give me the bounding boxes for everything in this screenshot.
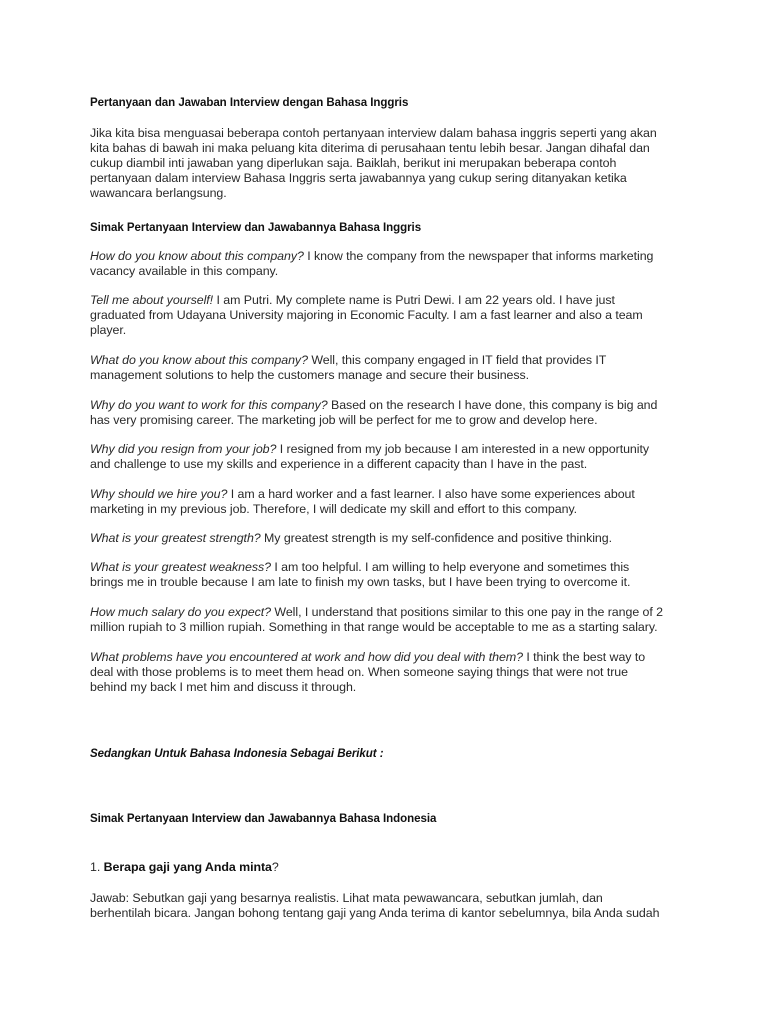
qa-item — [90, 249, 690, 279]
qa-item — [90, 560, 690, 590]
qa-answer: I am a hard worker and a fast learner. I also have some experiences about — [227, 487, 635, 501]
qa-answer-line: deal with those problems is to meet them head on. When someone saying things that were not true — [90, 665, 628, 679]
qa-item — [90, 398, 690, 428]
qa-item — [90, 531, 690, 546]
qa-answer-line: behind my back I met him and discuss it through. — [90, 680, 357, 694]
intro-line: Jika kita bisa menguasai beberapa contoh pertanyaan interview dalam bahasa inggris seperti yang akan — [90, 126, 657, 140]
qa-answer-line: management solutions to help the customers manage and secure their business. — [90, 368, 530, 382]
intro-line: wawancara berlangsung. — [90, 186, 227, 200]
indonesian-answer-1 — [90, 891, 690, 921]
qa-answer: I am too helpful. I am willing to help everyone and sometimes this — [270, 560, 630, 574]
answer-line: Jawab: Sebutkan gaji yang besarnya realistis. Lihat mata pewawancara, sebutkan jumlah, dan — [90, 891, 603, 905]
intro-line: pertanyaan dalam interview Bahasa Inggris serta jawabannya yang cukup sering ditanyakan ketika — [90, 171, 627, 185]
qa-answer-line: marketing in my previous job. Therefore, I will dedicate my skill and effort to this company. — [90, 502, 578, 516]
qa-question: Why do you want to work for this company? — [90, 398, 328, 412]
document-title: Pertanyaan dan Jawaban Interview dengan Bahasa Inggris — [90, 95, 409, 109]
qa-answer-line: graduated from Udayana University majoring in Economic Faculty. I am a fast learner and also a team — [90, 308, 643, 322]
qa-item — [90, 442, 690, 472]
qa-question: Tell me about yourself! — [90, 293, 214, 307]
qa-question: What do you know about this company? — [90, 353, 308, 367]
qa-question: What is your greatest strength? — [90, 531, 261, 545]
qa-item — [90, 650, 690, 695]
intro-line: kita bahas di bawah ini maka peluang kita diterima di perusahaan tentu lebih besar. Jangan dihafal dan — [90, 141, 650, 155]
qa-question: Why did you resign from your job? — [90, 442, 277, 456]
qa-item — [90, 487, 690, 517]
qa-question: What is your greatest weakness? — [90, 560, 271, 574]
section-heading-english: Simak Pertanyaan Interview dan Jawabannya Bahasa Inggris — [90, 220, 422, 234]
qa-question: Why should we hire you? — [90, 487, 228, 501]
qa-answer-line: and challenge to use my skills and experience in a different capacity than I have in the past. — [90, 457, 588, 471]
qa-answer: I think the best way to — [522, 650, 646, 664]
qa-question: How do you know about this company? — [90, 249, 304, 263]
section-heading-indonesian: Simak Pertanyaan Interview dan Jawabannya Bahasa Indonesia — [90, 811, 437, 825]
qa-item — [90, 353, 690, 383]
qa-answer: Well, this company engaged in IT field that provides IT — [307, 353, 607, 367]
qa-question: What problems have you encountered at work and how did you deal with them? — [90, 650, 523, 664]
qa-answer-line: vacancy available in this company. — [90, 264, 279, 278]
qa-answer-line: brings me in trouble because I am late to finish my own tasks, but I have been trying to overcome it. — [90, 575, 631, 589]
indonesian-question-1 — [90, 860, 690, 875]
intro-paragraph — [90, 126, 690, 201]
qa-answer: I am Putri. My complete name is Putri Dewi. I am 22 years old. I have just — [213, 293, 615, 307]
qa-answer-line: has very promising career. The marketing job will be perfect for me to grow and develop here. — [90, 413, 598, 427]
qa-answer: I resigned from my job because I am interested in a new opportunity — [276, 442, 650, 456]
qa-answer-line: player. — [90, 323, 127, 337]
question-text: Berapa gaji yang Anda minta — [103, 860, 272, 874]
qa-answer-line: million rupiah to 3 million rupiah. Something in that range would be acceptable to me as a starting salary. — [90, 620, 658, 634]
qa-answer: I know the company from the newspaper that informs marketing — [303, 249, 654, 263]
qa-item — [90, 293, 690, 338]
qa-question: How much salary do you expect? — [90, 605, 272, 619]
question-punct: ? — [271, 860, 279, 874]
qa-answer: Based on the research I have done, this company is big and — [327, 398, 658, 412]
indonesian-intro: Sedangkan Untuk Bahasa Indonesia Sebagai Berikut : — [90, 746, 384, 760]
question-number: 1. — [90, 860, 104, 874]
qa-answer: My greatest strength is my self-confidence and positive thinking. — [260, 531, 613, 545]
answer-line: berhentilah bicara. Jangan bohong tentang gaji yang Anda terima di kantor sebelumnya, bila Anda sudah — [90, 906, 660, 920]
qa-item — [90, 605, 690, 635]
qa-answer: Well, I understand that positions similar to this one pay in the range of 2 — [271, 605, 664, 619]
intro-line: cukup diambil inti jawaban yang diperlukan saja. Baiklah, berikut ini merupakan beberapa contoh — [90, 156, 617, 170]
